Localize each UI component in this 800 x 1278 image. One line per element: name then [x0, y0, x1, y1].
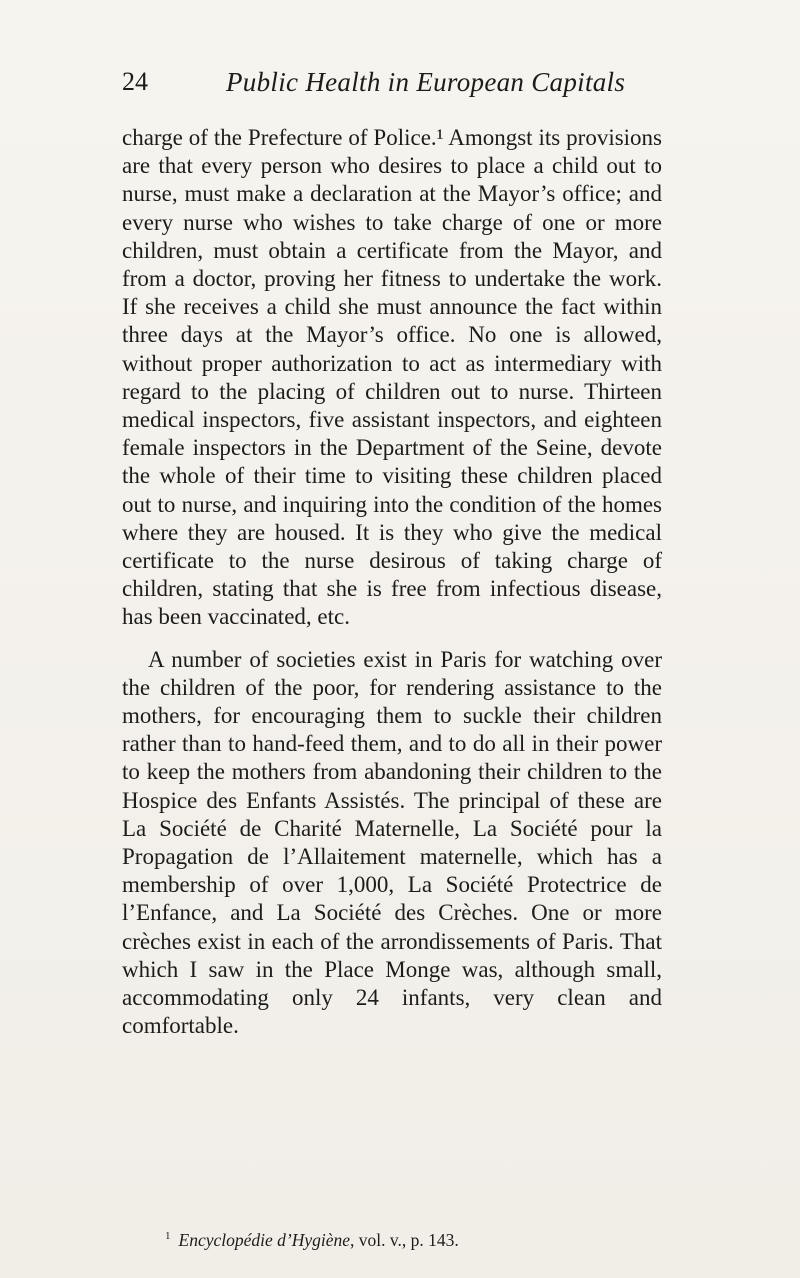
running-head	[122, 64, 662, 108]
footnote-mark: 1	[165, 1230, 171, 1242]
paragraph-societies: A number of societies exist in Paris for watching over the children of the poor, for rendering assistance to the mothers, for encouraging them to suckle their children rather than to hand-feed them, and to do all in their power to keep the mothers from abandoning their children to the Hospice des Enfants Assistés. The principal of these are La Société de Charité Maternelle, La Société pour la Propagation de l’Allaitement maternelle, which has a membership of over 1,000, La Société Protectrice de l’Enfance, and La Société des Crèches. One or more crèches exist in each of the arrondissements of Paris. That which I saw in the Place Monge was, although small, accommodating only 24 infants, very clean and comfortable.	[122, 646, 662, 1039]
paragraph-nurse-regulations: charge of the Prefecture of Police.¹ Amongst its provisions are that every person who desires to place a child out to nurse, must make a declaration at the Mayor’s office; and every nurse who wishes to take charge of one or more children, must obtain a certificate from the Mayor, and from a doctor, proving her fitness to undertake the work. If she receives a child she must announce the fact within three days at the Mayor’s office. No one is allowed, without proper authorization to act as intermediary with regard to the placing of children out to nurse. Thirteen medical inspectors, five assistant inspectors, and eighteen female inspectors in the Department of the Seine, devote the whole of their time to visiting these children placed out to nurse, and inquiring into the condition of the homes where they are housed. It is they who give the medical certificate to the nurse desirous of taking charge of children, stating that she is free from infectious disease, has been vaccinated, etc.	[122, 125, 662, 630]
footnote-citation: , vol. v., p. 143.	[350, 1230, 459, 1250]
footnote	[165, 1224, 645, 1252]
footnote-title: Encyclopédie d’Hygiène	[178, 1230, 351, 1250]
body-text	[122, 124, 662, 1041]
page-number: 24	[122, 67, 148, 96]
running-title: Public Health in European Capitals	[226, 67, 626, 97]
